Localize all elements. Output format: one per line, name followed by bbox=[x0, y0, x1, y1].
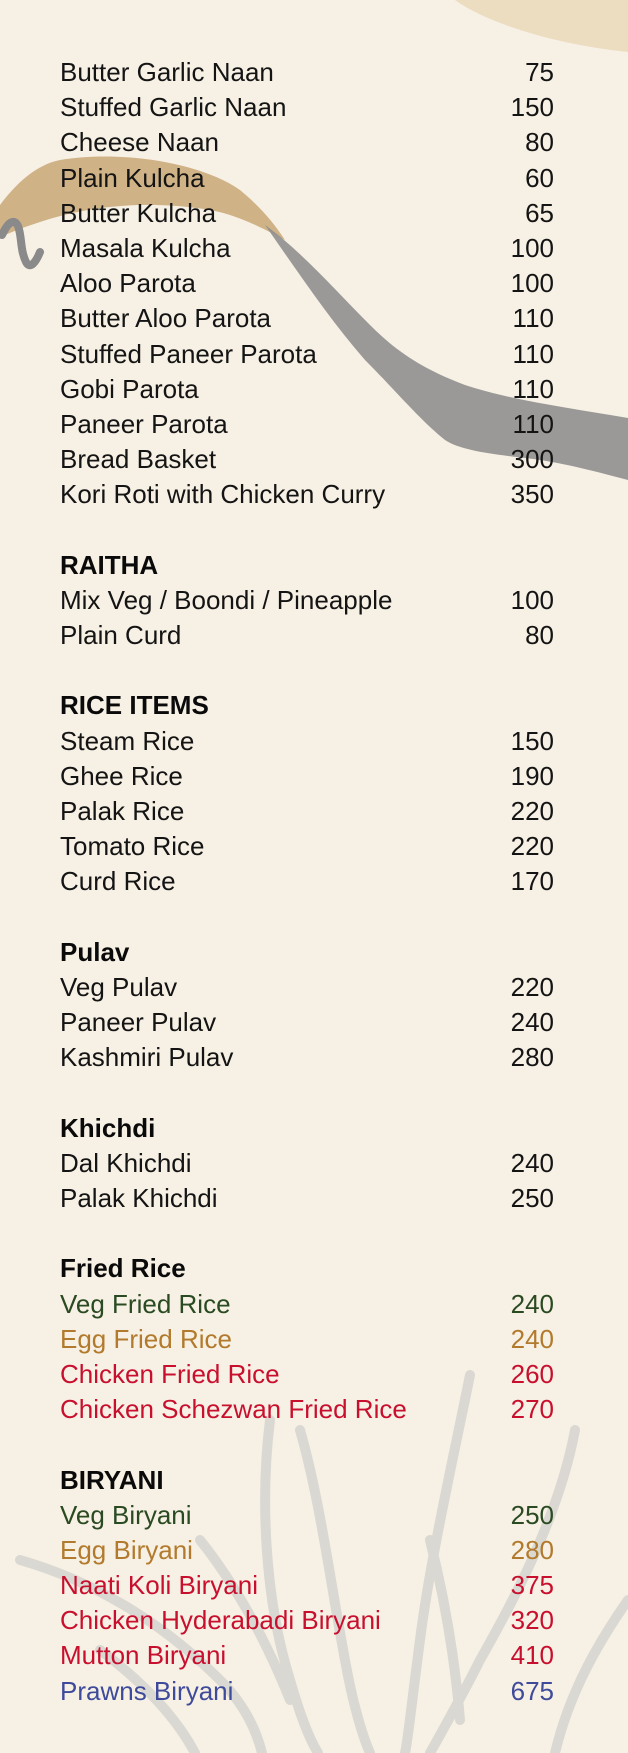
menu-list bbox=[60, 55, 554, 1709]
menu-item bbox=[60, 864, 554, 899]
section-spacer bbox=[60, 1216, 554, 1251]
menu-item bbox=[60, 266, 554, 301]
menu-item-name: Paneer Pulav bbox=[60, 1007, 217, 1038]
menu-item-name: Chicken Schezwan Fried Rice bbox=[60, 1394, 407, 1425]
menu-item bbox=[60, 759, 554, 794]
menu-item bbox=[60, 372, 554, 407]
section-heading-rice-items: RICE ITEMS bbox=[60, 690, 209, 721]
section-heading-fried-rice: Fried Rice bbox=[60, 1253, 186, 1284]
menu-item-name: Egg Fried Rice bbox=[60, 1323, 232, 1354]
menu-item-price: 100 bbox=[510, 268, 554, 299]
menu-item bbox=[60, 829, 554, 864]
menu-item-price: 100 bbox=[510, 584, 554, 615]
menu-item-price: 240 bbox=[510, 1323, 554, 1354]
menu-item-price: 280 bbox=[510, 1534, 554, 1565]
section-heading-khichdi: Khichdi bbox=[60, 1112, 156, 1143]
menu-item-name: Palak Khichdi bbox=[60, 1183, 218, 1213]
menu-item-name: Chicken Hyderabadi Biryani bbox=[60, 1605, 381, 1636]
menu-item-name: Egg Biryani bbox=[60, 1534, 193, 1565]
menu-item-name: Masala Kulcha bbox=[60, 232, 231, 263]
menu-item-price: 260 bbox=[510, 1358, 554, 1389]
menu-item-price: 375 bbox=[510, 1570, 554, 1601]
menu-item-price: 280 bbox=[510, 1042, 554, 1073]
menu-item-price: 190 bbox=[510, 760, 554, 791]
menu-item bbox=[60, 794, 554, 829]
menu-item-name: Cheese Naan bbox=[60, 127, 219, 158]
menu-item bbox=[60, 1498, 554, 1533]
menu-item-name: Paneer Parota bbox=[60, 408, 228, 439]
menu-item bbox=[60, 337, 554, 372]
menu-item-name: Tomato Rice bbox=[60, 831, 205, 862]
menu-item-price: 80 bbox=[525, 620, 554, 650]
menu-item bbox=[60, 90, 554, 125]
menu-item bbox=[60, 55, 554, 90]
menu-item bbox=[60, 583, 554, 618]
menu-item-name: Curd Rice bbox=[60, 866, 176, 897]
menu-item-price: 65 bbox=[525, 197, 554, 228]
menu-item-price: 240 bbox=[510, 1007, 554, 1038]
menu-item-price: 100 bbox=[510, 232, 554, 263]
menu-item bbox=[60, 161, 554, 196]
menu-item-price: 80 bbox=[525, 127, 554, 158]
menu-item-price: 110 bbox=[512, 373, 554, 404]
section-heading-raitha: RAITHA bbox=[60, 549, 159, 580]
menu-item bbox=[60, 301, 554, 336]
menu-item-name: Steam Rice bbox=[60, 725, 195, 756]
menu-item bbox=[60, 1533, 554, 1568]
menu-item-price: 220 bbox=[510, 971, 554, 1002]
section-heading-pulav: Pulav bbox=[60, 936, 130, 967]
menu-item-price: 410 bbox=[510, 1640, 554, 1671]
menu-item-price: 300 bbox=[510, 444, 554, 475]
menu-item bbox=[60, 1638, 554, 1673]
grey-squiggle-decoration bbox=[2, 222, 40, 265]
menu-item bbox=[60, 1357, 554, 1392]
menu-item-name: Chicken Fried Rice bbox=[60, 1358, 280, 1389]
menu-item-price: 270 bbox=[510, 1394, 554, 1425]
menu-item-name: Butter Kulcha bbox=[60, 197, 217, 228]
menu-item-name: Veg Biryani bbox=[60, 1499, 192, 1530]
menu-item-price: 110 bbox=[512, 408, 554, 439]
section-spacer bbox=[60, 1075, 554, 1110]
menu-item bbox=[60, 1322, 554, 1357]
menu-item-name: Ghee Rice bbox=[60, 760, 183, 791]
menu-item-name: Butter Garlic Naan bbox=[60, 57, 274, 87]
menu-item bbox=[60, 1005, 554, 1040]
menu-item-name: Aloo Parota bbox=[60, 268, 196, 299]
menu-item-price: 110 bbox=[512, 303, 554, 334]
menu-item bbox=[60, 1040, 554, 1075]
menu-item-name: Plain Curd bbox=[60, 620, 182, 650]
menu-item-name: Kori Roti with Chicken Curry bbox=[60, 479, 386, 510]
cream-blob-decoration bbox=[455, 0, 628, 52]
menu-item-price: 320 bbox=[510, 1605, 554, 1636]
menu-item-name: Palak Rice bbox=[60, 795, 185, 826]
menu-item-name: Prawns Biryani bbox=[60, 1675, 234, 1706]
menu-item bbox=[60, 477, 554, 512]
menu-item-name: Gobi Parota bbox=[60, 373, 199, 404]
menu-item-name: Butter Aloo Parota bbox=[60, 303, 272, 334]
menu-item bbox=[60, 1392, 554, 1427]
menu-item-price: 170 bbox=[510, 866, 554, 897]
menu-item-price: 220 bbox=[510, 795, 554, 826]
menu-item bbox=[60, 125, 554, 160]
section-spacer bbox=[60, 1427, 554, 1462]
menu-item-name: Veg Pulav bbox=[60, 971, 178, 1002]
menu-item-name: Kashmiri Pulav bbox=[60, 1042, 234, 1073]
section-spacer bbox=[60, 512, 554, 547]
menu-item bbox=[60, 724, 554, 759]
menu-item bbox=[60, 231, 554, 266]
menu-item bbox=[60, 1568, 554, 1603]
menu-item-name: Mutton Biryani bbox=[60, 1640, 227, 1671]
menu-item-price: 110 bbox=[512, 338, 554, 369]
menu-item-price: 75 bbox=[525, 57, 554, 87]
menu-item-price: 240 bbox=[510, 1147, 554, 1178]
menu-item-name: Mix Veg / Boondi / Pineapple bbox=[60, 584, 393, 615]
section-spacer bbox=[60, 653, 554, 688]
menu-item-price: 240 bbox=[510, 1288, 554, 1319]
menu-item bbox=[60, 407, 554, 442]
menu-item-price: 150 bbox=[510, 92, 554, 123]
menu-item-price: 250 bbox=[510, 1183, 554, 1213]
menu-item-name: Stuffed Paneer Parota bbox=[60, 338, 317, 369]
menu-item bbox=[60, 1603, 554, 1638]
menu-item bbox=[60, 1181, 554, 1216]
menu-item bbox=[60, 1146, 554, 1181]
menu-item bbox=[60, 1674, 554, 1709]
menu-item bbox=[60, 442, 554, 477]
menu-item-price: 60 bbox=[525, 162, 554, 193]
menu-item-price: 220 bbox=[510, 831, 554, 862]
menu-item-price: 150 bbox=[510, 725, 554, 756]
menu-item-name: Dal Khichdi bbox=[60, 1147, 192, 1178]
menu-item-price: 250 bbox=[510, 1499, 554, 1530]
menu-item-name: Stuffed Garlic Naan bbox=[60, 92, 287, 123]
menu-item bbox=[60, 196, 554, 231]
menu-item-price: 675 bbox=[510, 1675, 554, 1706]
menu-item-name: Veg Fried Rice bbox=[60, 1288, 231, 1319]
menu-item bbox=[60, 1287, 554, 1322]
menu-item-name: Plain Kulcha bbox=[60, 162, 205, 193]
menu-item bbox=[60, 618, 554, 653]
menu-item-price: 350 bbox=[510, 479, 554, 510]
menu-item-name: Bread Basket bbox=[60, 444, 217, 475]
menu-item bbox=[60, 970, 554, 1005]
menu-item-name: Naati Koli Biryani bbox=[60, 1570, 258, 1601]
section-heading-biryani: BIRYANI bbox=[60, 1464, 164, 1495]
section-spacer bbox=[60, 900, 554, 935]
